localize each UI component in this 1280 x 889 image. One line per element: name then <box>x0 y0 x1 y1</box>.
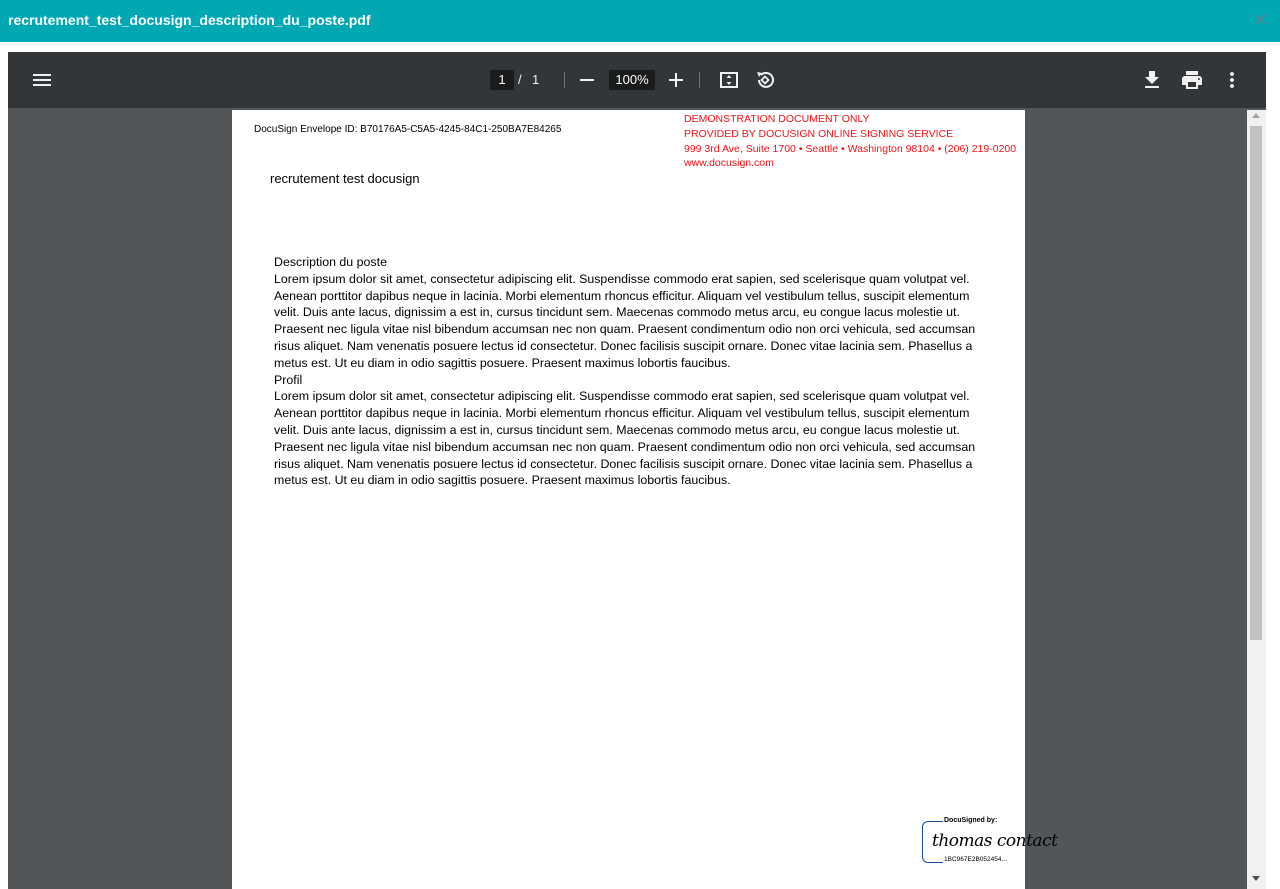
zoom-out-icon[interactable] <box>575 68 599 92</box>
demo-notice <box>684 112 1016 171</box>
scroll-up-arrow-icon[interactable] <box>1252 113 1260 118</box>
docusign-signature <box>922 817 1058 865</box>
page-total: 1 <box>532 72 540 87</box>
document-heading: recrutement test docusign <box>270 171 420 186</box>
demo-line: PROVIDED BY DOCUSIGN ONLINE SIGNING SERVICE <box>684 127 954 140</box>
document-content <box>274 254 989 489</box>
section-body: Lorem ipsum dolor sit amet, consectetur adipiscing elit. Suspendisse commodo erat sapien, sed scelerisque quam volutpat vel. Aenean porttitor dapibus neque in lacinia. Morbi elementum rhoncus efficitur. Aliquam vel vestibulum tellus, suscipit elementum velit. Duis ante lacus, dignissim a est in, cursus tincidunt sem. Maecenas commodo metus arcu, eu congue lacus molestie ut. Praesent nec ligula vitae nisl bibendum accumsan nec non quam. Praesent condimentum odio non orci vehicula, sed accumsan risus aliquet. Nam venenatis posuere lectus id consectetur. Donec facilisis suscipit ornare. Donec vitae lacinia sem. Phasellus a metus est. Ut eu diam in odio sagittis posuere. Praesent maximus lobortis faucibus. <box>274 389 976 488</box>
window-title: recrutement_test_docusign_description_du_poste.pdf <box>8 12 371 28</box>
toolbar-divider <box>564 72 565 88</box>
demo-line: 999 3rd Ave, Suite 1700 • Seattle • Washington 98104 • (206) 219-0200 <box>684 142 1017 155</box>
zoom-input[interactable]: 100% <box>609 70 655 90</box>
print-icon[interactable] <box>1180 68 1204 92</box>
section-title: Profil <box>274 372 303 387</box>
page-number-input[interactable]: 1 <box>490 70 514 90</box>
toolbar-divider <box>699 72 700 88</box>
menu-icon[interactable] <box>30 68 54 92</box>
scroll-down-arrow-icon[interactable] <box>1252 876 1260 881</box>
pdf-page <box>232 110 1058 889</box>
window-titlebar <box>0 0 1280 42</box>
more-vert-icon[interactable] <box>1220 68 1244 92</box>
section-body: Lorem ipsum dolor sit amet, consectetur adipiscing elit. Suspendisse commodo erat sapien, sed scelerisque quam volutpat vel. Aenean porttitor dapibus neque in lacinia. Morbi elementum rhoncus efficitur. Aliquam vel vestibulum tellus, suscipit elementum velit. Duis ante lacus, dignissim a est in, cursus tincidunt sem. Maecenas commodo metus arcu, eu congue lacus molestie ut. Praesent nec ligula vitae nisl bibendum accumsan nec non quam. Praesent condimentum odio non orci vehicula, sed accumsan risus aliquet. Nam venenatis posuere lectus id consectetur. Donec facilisis suscipit ornare. Donec vitae lacinia sem. Phasellus a metus est. Ut eu diam in odio sagittis posuere. Praesent maximus lobortis faucibus. <box>274 271 976 370</box>
envelope-id: DocuSign Envelope ID: B70176A5-C5A5-4245-84C1-250BA7E84265 <box>254 124 562 135</box>
close-icon[interactable]: ✕ <box>1252 10 1268 30</box>
pdf-viewer <box>8 52 1266 889</box>
signature-label: DocuSigned by: <box>944 817 998 824</box>
section-title: Description du poste <box>274 255 387 269</box>
vertical-scrollbar[interactable] <box>1247 110 1266 889</box>
pdf-toolbar <box>8 52 1266 108</box>
download-icon[interactable] <box>1140 68 1164 92</box>
page-separator: / <box>518 72 522 87</box>
demo-line: DEMONSTRATION DOCUMENT ONLY <box>684 113 870 125</box>
rotate-icon[interactable] <box>753 68 777 92</box>
signature-hash: 1BC967E2B052454... <box>944 856 1007 863</box>
demo-link[interactable]: www.docusign.com <box>684 157 774 170</box>
zoom-in-icon[interactable] <box>664 68 688 92</box>
fit-page-icon[interactable] <box>717 68 741 92</box>
scroll-thumb[interactable] <box>1250 126 1262 640</box>
signature-name: thomas contact <box>932 831 1058 851</box>
